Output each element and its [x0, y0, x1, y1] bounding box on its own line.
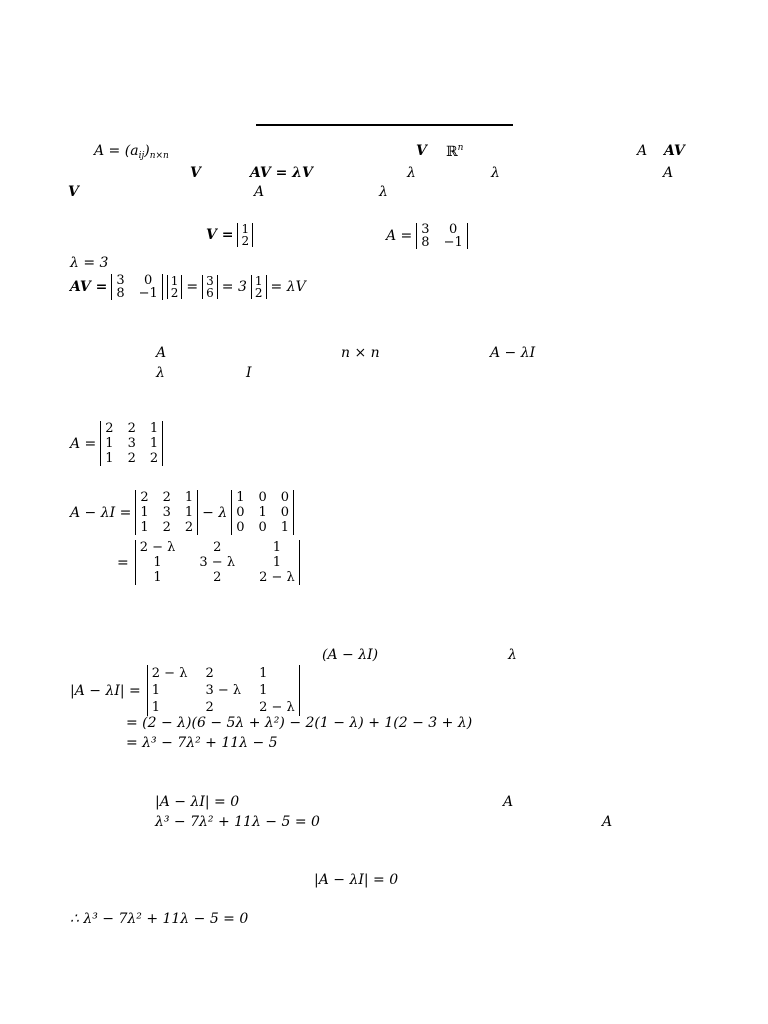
real-space: ℝ$^n$: [446, 143, 464, 160]
matrix-a-ref: A: [663, 165, 674, 181]
vector-v: V: [190, 165, 201, 181]
matrix-a-ref: A: [254, 184, 265, 200]
characteristic-matrix-result: = 2 − λ 2 1 1 3 − λ 1 1 2 2 − λ: [117, 540, 300, 585]
therefore-equation: ∴ λ³ − 7λ² + 11λ − 5 = 0: [70, 911, 249, 927]
lambda-symbol: λ: [491, 165, 500, 181]
lambda-value: λ = 3: [70, 255, 109, 271]
matrix-a-ref: A: [602, 814, 613, 830]
characteristic-equation: |A − λI| = 0: [155, 794, 240, 810]
matrix-a-ref: A: [503, 794, 514, 810]
lambda-symbol: λ: [407, 165, 416, 181]
characteristic-equation: |A − λI| = 0: [314, 872, 399, 888]
matrix-a-ref: A: [156, 345, 167, 361]
identity-symbol: I: [246, 365, 252, 381]
lambda-symbol: λ: [379, 184, 388, 200]
matrix-def: $A = (a_{ij})_{n\times n}$: [94, 143, 169, 161]
characteristic-polynomial: = λ³ − 7λ² + 11λ − 5: [126, 735, 278, 751]
verification-line: AV = 3 0 8 −1 1 2 = 3 6 = 3 1 2 = λV: [70, 273, 306, 301]
example-matrix: A = 3 0 8 −1: [386, 223, 468, 249]
matrix-a-3x3: A = 2 2 1 1 3 1 1 2 2: [70, 421, 163, 466]
lambda-symbol: λ: [156, 365, 165, 381]
dimension: n × n: [341, 345, 380, 361]
polynomial-equation: λ³ − 7λ² + 11λ − 5 = 0: [155, 814, 320, 830]
av-product: AV: [664, 143, 685, 159]
characteristic-matrix: A − λI: [490, 345, 536, 361]
title-underline: [256, 124, 513, 126]
vector-v: V: [68, 184, 79, 200]
eigen-equation: AV = λV: [250, 165, 313, 181]
example-vector: V = 1 2: [206, 223, 253, 247]
vector-v: V: [416, 143, 427, 159]
characteristic-matrix: (A − λI): [322, 647, 379, 663]
determinant-expansion: = (2 − λ)(6 − 5λ + λ²) − 2(1 − λ) + 1(2 − 3 + λ): [126, 715, 473, 731]
matrix-a-ref: A: [637, 143, 648, 159]
a-minus-lambda-i: A − λI = 2 2 1 1 3 1 1 2 2 − λ 1 0 0 0 1 0 0 0 1: [70, 490, 294, 535]
lambda-symbol: λ: [508, 647, 517, 663]
determinant: |A − λI| = 2 − λ 2 1 1 3 − λ 1 1 2 2 − λ: [70, 665, 300, 716]
